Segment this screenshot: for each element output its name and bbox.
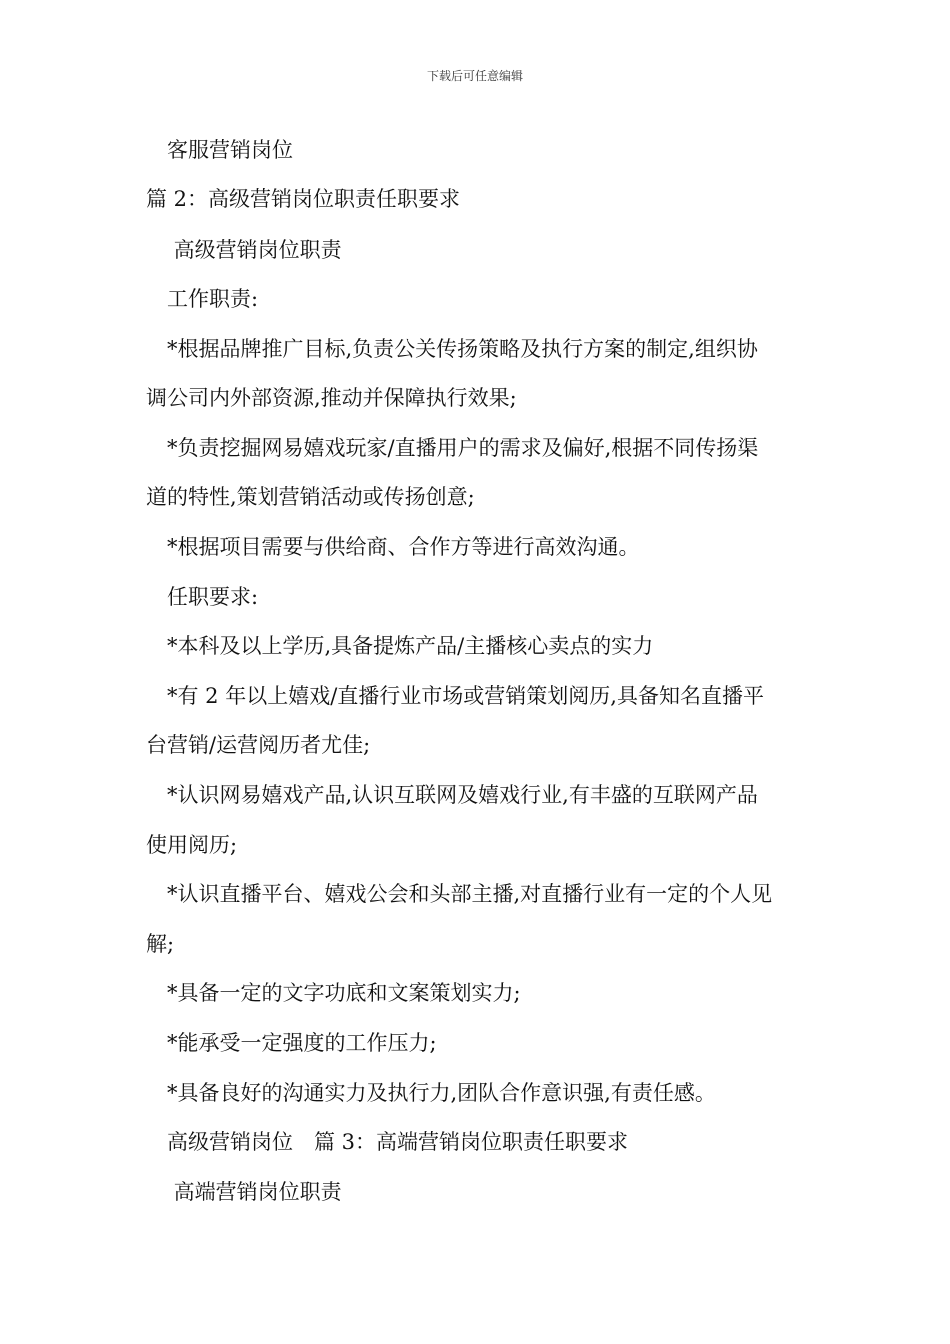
text-line: *有 2 年以上嬉戏/直播行业市场或营销策划阅历,具备知名直播平 xyxy=(146,684,764,708)
text-line: *认识直播平台、嬉戏公会和头部主播,对直播行业有一定的个人见 xyxy=(146,882,773,906)
section-heading: 篇 2：高级营销岗位职责任职要求 xyxy=(146,187,461,211)
text-line: 高级营销岗位职责 xyxy=(146,238,342,262)
text-line: 工作职责: xyxy=(146,287,259,311)
section-heading: 高级营销岗位 篇 3：高端营销岗位职责任职要求 xyxy=(146,1130,629,1154)
text-line: *本科及以上学历,具备提炼产品/主播核心卖点的实力 xyxy=(146,634,654,658)
text-line: *能承受一定强度的工作压力; xyxy=(146,1031,437,1055)
text-line: 客服营销岗位 xyxy=(146,138,293,162)
text-line: *根据项目需要与供给商、合作方等进行高效沟通。 xyxy=(146,535,640,559)
text-line: *具备良好的沟通实力及执行力,团队合作意识强,有责任感。 xyxy=(146,1081,716,1105)
text-line: *认识网易嬉戏产品,认识互联网及嬉戏行业,有丰盛的互联网产品 xyxy=(146,783,758,807)
text-line: 解; xyxy=(146,932,175,956)
text-line: 台营销/运营阅历者尤佳; xyxy=(146,733,371,757)
text-line: *负责挖掘网易嬉戏玩家/直播用户的需求及偏好,根据不同传扬渠 xyxy=(146,436,759,460)
text-line: 任职要求: xyxy=(146,585,259,609)
text-line: 高端营销岗位职责 xyxy=(146,1180,342,1204)
text-line: 使用阅历; xyxy=(146,833,238,857)
text-line: 道的特性,策划营销活动或传扬创意; xyxy=(146,485,475,509)
text-line: *具备一定的文字功底和文案策划实力; xyxy=(146,981,521,1005)
text-line: 调公司内外部资源,推动并保障执行效果; xyxy=(146,386,517,410)
text-line: *根据品牌推广目标,负责公关传扬策略及执行方案的制定,组织协 xyxy=(146,337,758,361)
page-header: 下载后可任意编辑 xyxy=(426,69,523,83)
